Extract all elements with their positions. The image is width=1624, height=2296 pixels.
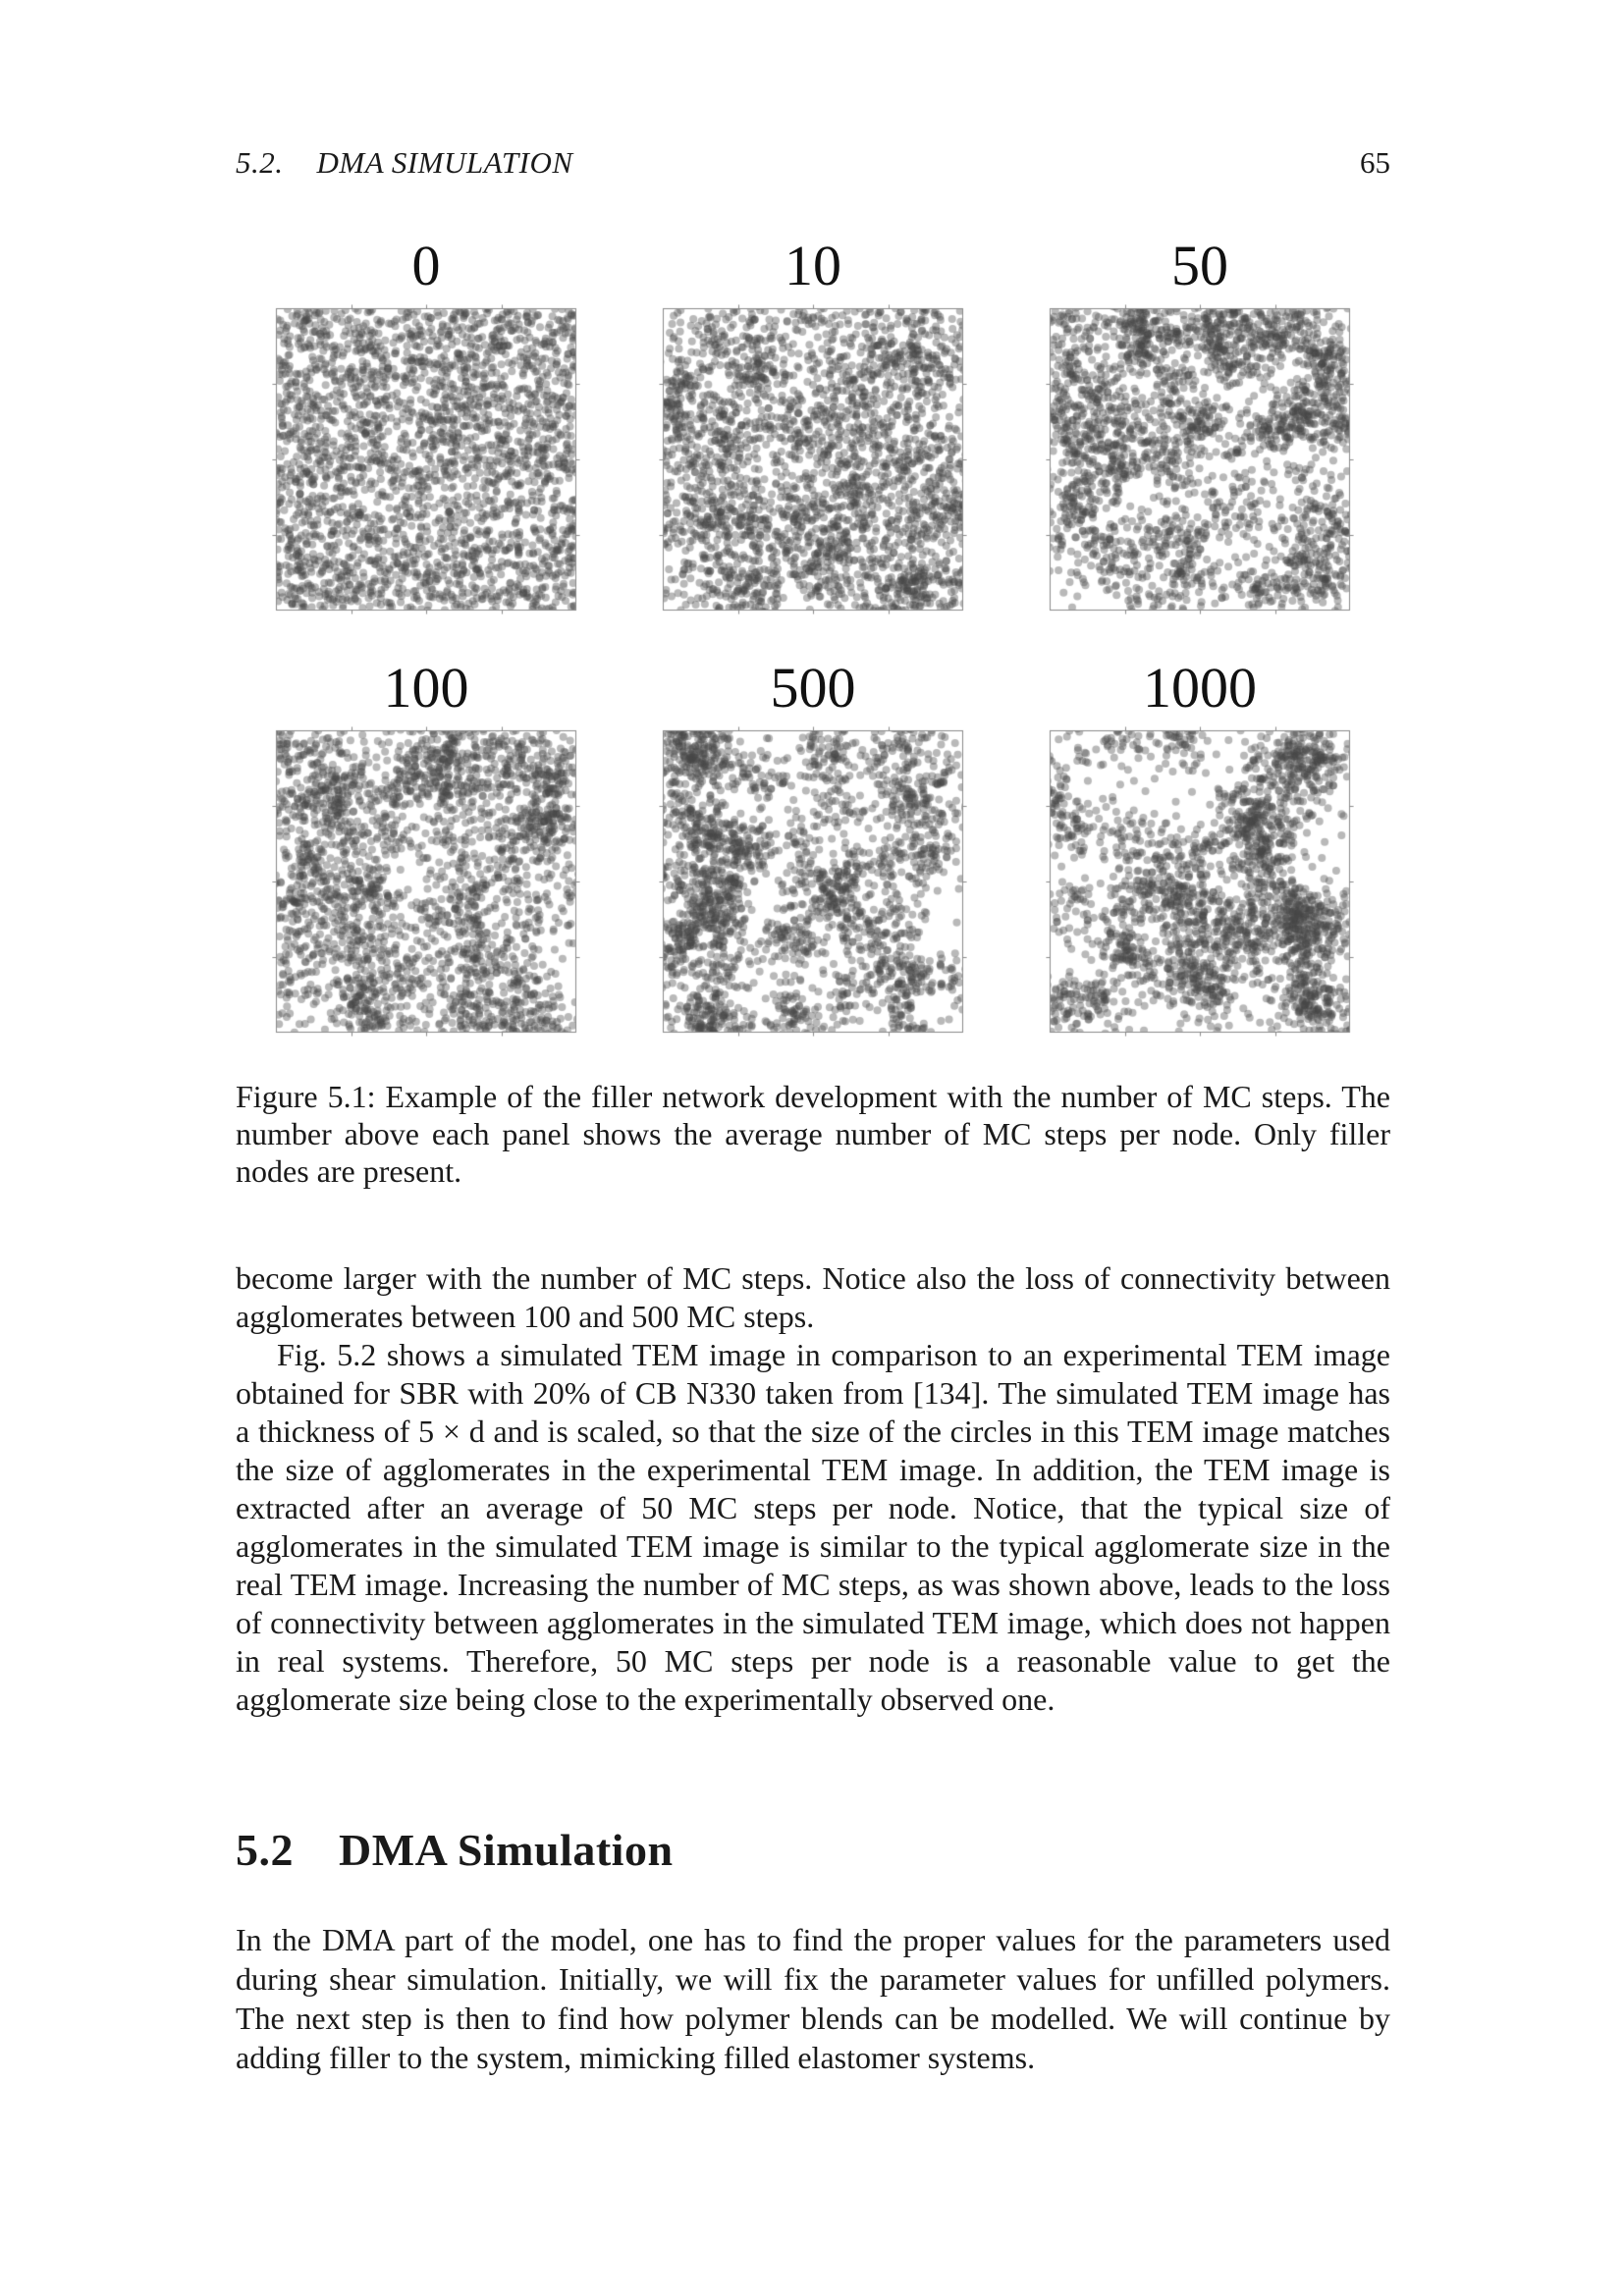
section-heading	[236, 1824, 674, 1876]
mc-panel-0	[272, 232, 580, 614]
running-header	[236, 145, 1390, 181]
mc-steps-label: 500	[770, 656, 856, 720]
filler-network-plot-500	[659, 726, 967, 1037]
paragraph-continuation: become larger with the number of MC steps. Notice also the loss of connectivity between agglomerates between 100 and 500 MC steps.	[236, 1260, 1390, 1334]
paragraph-tem-comparison: Fig. 5.2 shows a simulated TEM image in comparison to an experimental TEM image obtained for SBR with 20% of CB N330 taken from [134]. The simulated TEM image has a thickness of 5 × d and is scaled, so that the size of the circles in this TEM image matches the size of agglomerates in the experimental TEM image. In addition, the TEM image is extracted after an average of 50 MC steps per node. Notice, that the typical size of agglomerates in the simulated TEM image is similar to the typical agglomerate size in the real TEM image. Increasing the number of MC steps, as was shown above, leads to the loss of connectivity between agglomerates in the simulated TEM image, which does not happen in real systems. Therefore, 50 MC steps per node is a reasonable value to get the agglomerate size being close to the experimentally observed one.	[236, 1337, 1390, 1717]
figure-5-1	[236, 232, 1390, 1037]
section-number: 5.2	[236, 1825, 294, 1875]
mc-panel-500	[659, 654, 967, 1037]
figure-caption: Figure 5.1: Example of the filler network development with the number of MC steps. The number above each panel shows the average number of MC steps per node. Only filler nodes are present.	[236, 1079, 1390, 1189]
filler-network-plot-1000	[1046, 726, 1354, 1037]
mc-panel-50	[1046, 232, 1354, 614]
running-header-section-title: DMA SIMULATION	[316, 145, 573, 180]
mc-steps-label: 100	[383, 656, 469, 720]
figure-row-2	[236, 654, 1390, 1037]
figure-row-1	[236, 232, 1390, 614]
filler-network-plot-50	[1046, 304, 1354, 614]
body-text-block	[236, 1259, 1390, 1719]
paragraph-dma-intro: In the DMA part of the model, one has to find the proper values for the parameters used during shear simulation. Initially, we will fix the parameter values for unfilled polymers. The next step is then to find how polymer blends can be modelled. We will continue by adding filler to the system, mimicking filled elastomer systems.	[236, 1922, 1390, 2075]
mc-steps-label: 50	[1171, 234, 1228, 297]
page-number: 65	[1360, 145, 1390, 180]
mc-steps-label: 0	[411, 234, 441, 297]
mc-steps-label: 1000	[1143, 656, 1257, 720]
section-title: DMA Simulation	[339, 1825, 674, 1875]
body-text-block-2	[236, 1920, 1390, 2077]
running-header-title	[236, 145, 573, 181]
running-header-section-number: 5.2.	[236, 145, 284, 180]
mc-steps-label: 10	[785, 234, 841, 297]
filler-network-plot-10	[659, 304, 967, 614]
mc-panel-100	[272, 654, 580, 1037]
filler-network-plot-0	[272, 304, 580, 614]
filler-network-plot-100	[272, 726, 580, 1037]
mc-panel-1000	[1046, 654, 1354, 1037]
mc-panel-10	[659, 232, 967, 614]
